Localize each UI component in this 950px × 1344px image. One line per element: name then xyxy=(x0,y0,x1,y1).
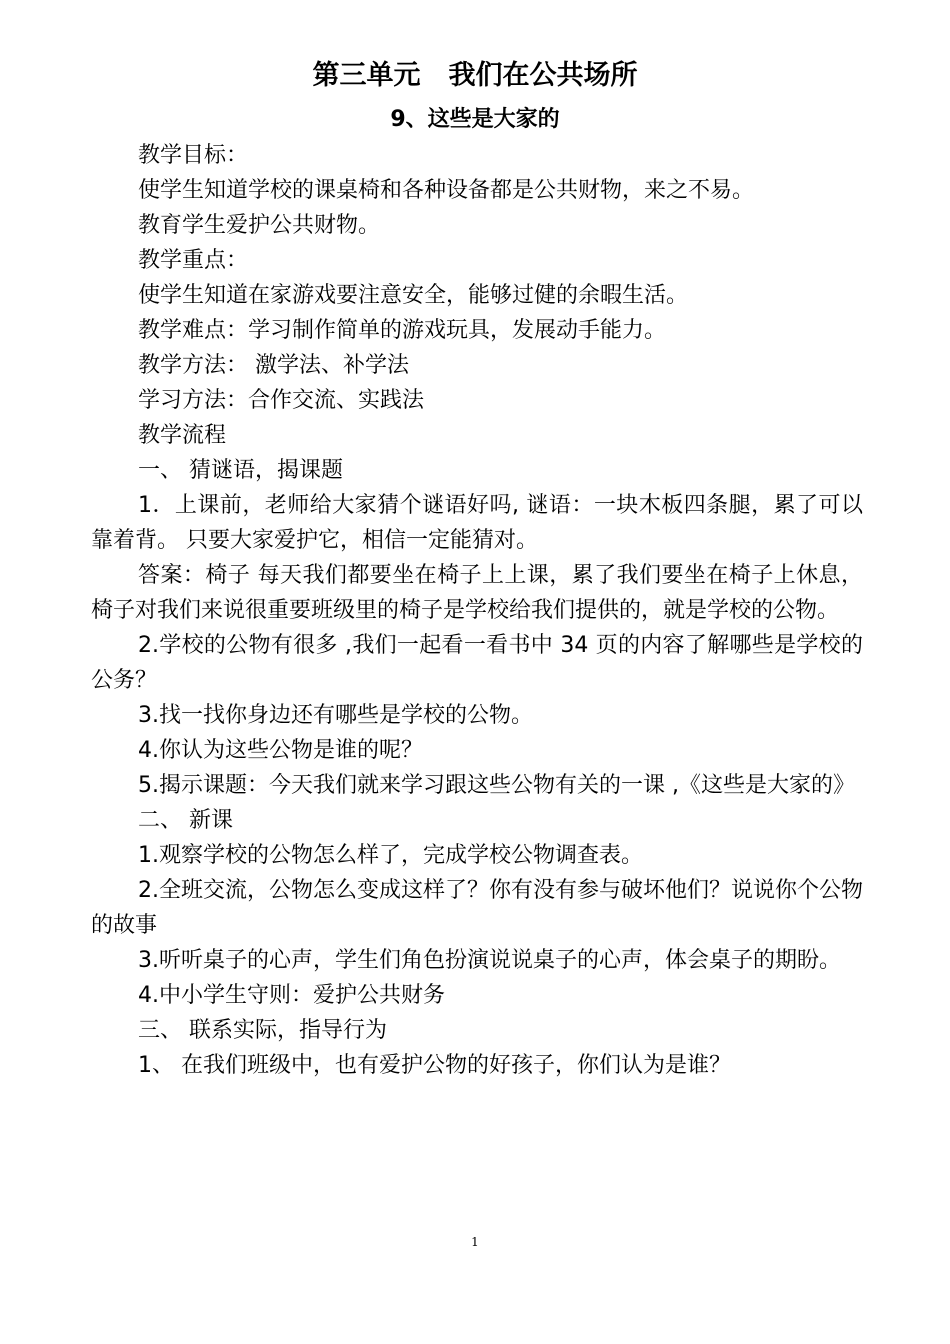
paragraph: 教学目标： xyxy=(138,143,249,168)
paragraph: 5.揭示课题：今天我们就来学习跟这些公物有关的一课 ,《这些是大家的》 xyxy=(138,773,855,798)
paragraph: 使学生知道在家游戏要注意安全，能够过健的余暇生活。 xyxy=(138,283,689,308)
paragraph: 三、 联系实际，指导行为 xyxy=(138,1018,387,1043)
page-number: 1 xyxy=(471,1235,479,1249)
paragraph: 1.观察学校的公物怎么样了，完成学校公物调查表。 xyxy=(138,843,643,868)
paragraph: 4.中小学生守则：爱护公共财务 xyxy=(138,983,445,1008)
title-unit: 第三单元 xyxy=(312,60,421,91)
paragraph: 2.全班交流，公物怎么变成这样了？你有没有参与破坏他们？说说你个公物的故事 xyxy=(91,878,863,938)
paragraph: 教学重点： xyxy=(138,248,249,273)
paragraph: 教育学生爱护公共财物。 xyxy=(138,213,381,238)
paragraph: 学习方法：合作交流、实践法 xyxy=(138,388,425,413)
paragraph: 使学生知道学校的课桌椅和各种设备都是公共财物，来之不易。 xyxy=(138,178,755,203)
paragraph: 一、 猜谜语，揭课题 xyxy=(138,458,343,483)
paragraph: 4.你认为这些公物是谁的呢？ xyxy=(138,738,423,763)
lesson-title: 9、这些是大家的 xyxy=(390,107,560,132)
paragraph: 2.学校的公物有很多 ,我们一起看一看书中 34 页的内容了解哪些是学校的公务？ xyxy=(91,633,863,693)
document-body xyxy=(91,138,863,1083)
paragraph: 教学流程 xyxy=(138,423,227,448)
paragraph: 3.听听桌子的心声，学生们角色扮演说说桌子的心声，体会桌子的期盼。 xyxy=(138,948,841,973)
paragraph: 教学难点：学习制作简单的游戏玩具，发展动手能力。 xyxy=(138,318,667,343)
document-title xyxy=(0,56,950,96)
paragraph: 1、 在我们班级中，也有爱护公物的好孩子，你们认为是谁？ xyxy=(138,1053,731,1078)
paragraph: 二、 新课 xyxy=(138,808,233,833)
paragraph: 答案：椅子 每天我们都要坐在椅子上上课，累了我们要坐在椅子上休息，椅子对我们来说很重要班级里的椅子是学校给我们提供的，就是学校的公物。 xyxy=(91,563,863,623)
paragraph: 教学方法： 激学法、补学法 xyxy=(138,353,409,378)
paragraph: 3.找一找你身边还有哪些是学校的公物。 xyxy=(138,703,533,728)
paragraph: 1．上课前，老师给大家猜个谜语好吗, 谜语：一块木板四条腿，累了可以靠着背。 只要大家爱护它，相信一定能猜对。 xyxy=(91,493,863,553)
title-topic: 我们在公共场所 xyxy=(448,60,638,91)
